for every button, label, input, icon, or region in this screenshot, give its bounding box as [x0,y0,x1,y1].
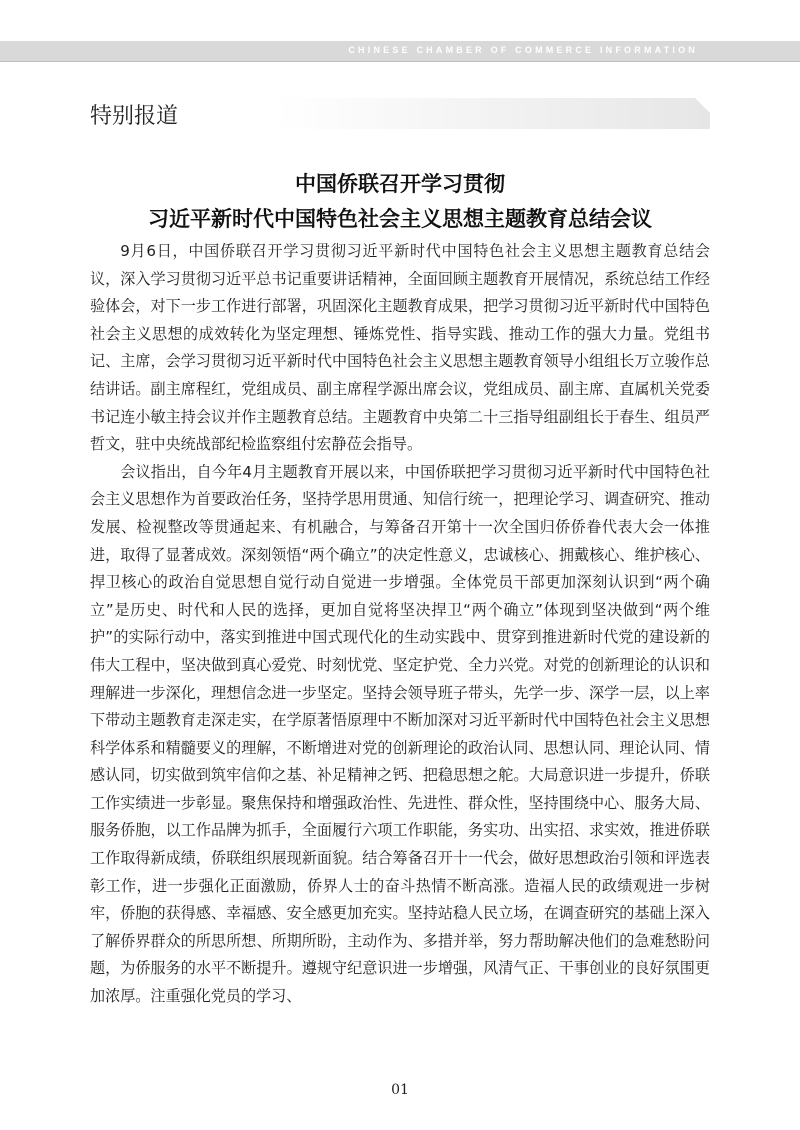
article-title-line1: 中国侨联召开学习贯彻 [295,172,505,196]
paragraph: 9月6日，中国侨联召开学习贯彻习近平新时代中国特色社会主义思想主题教育总结会议，深入学习贯彻习近平总书记重要讲话精神，全面回顾主题教育开展情况，系统总结工作经验体会，对下一步工作进行部署，巩固深化主题教育成果，把学习贯彻习近平新时代中国特色社会主义思想的成效转化为坚定理想、锤炼党性、指导实践、推动工作的强大力量。党组书记、主席，会学习贯彻习近平新时代中国特色社会主义思想主题教育领导小组组长万立骏作总结讲话。副主席程红，党组成员、副主席程学源出席会议，党组成员、副主席、直属机关党委书记连小敏主持会议并作主题教育总结。主题教育中央第二十三指导组副组长于春生、组员严哲文，驻中央统战部纪检监察组付宏静莅会指导。 [90,242,710,454]
publication-name: CHINESE CHAMBER OF COMMERCE INFORMATION [348,45,698,55]
page-number: 01 [391,1082,409,1098]
section-corner-notch [695,98,710,113]
header-band [0,41,800,62]
header-rule [0,61,800,62]
section-header [90,98,710,129]
paragraph: 会议指出，自今年4月主题教育开展以来，中国侨联把学习贯彻习近平新时代中国特色社会主义思想作为首要政治任务，坚持学思用贯通、知信行统一，把理论学习、调查研究、推动发展、检视整改等贯通起来、有机融合，与筹备召开第十一次全国归侨侨眷代表大会一体推进，取得了显著成效。深刻领悟“两个确立”的决定性意义，忠诚核心、拥戴核心、维护核心、捍卫核心的政治自觉思想自觉行动自觉进一步增强。全体党员干部更加深刻认识到“两个确立”是历史、时代和人民的选择，更加自觉将坚决捍卫“两个确立”体现到坚决做到“两个维护”的实际行动中，落实到推进中国式现代化的生动实践中、贯穿到推进新时代党的建设新的伟大工程中，坚决做到真心爱党、时刻忧党、坚定护党、全力兴党。对党的创新理论的认识和理解进一步深化，理想信念进一步坚定。坚持会领导班子带头，先学一步、深学一层，以上率下带动主题教育走深走实，在学原著悟原理中不断加深对习近平新时代中国特色社会主义思想科学体系和精髓要义的理解，不断增进对党的创新理论的政治认同、思想认同、理论认同、情感认同，切实做到筑牢信仰之基、补足精神之钙、把稳思想之舵。大局意识进一步提升，侨联工作实绩进一步彰显。聚焦保持和增强政治性、先进性、群众性，坚持围绕中心、服务大局、服务侨胞，以工作品牌为抓手，全面履行六项工作职能，务实功、出实招、求实效，推进侨联工作取得新成绩，侨联组织展现新面貌。结合筹备召开十一代会，做好思想政治引领和评选表彰工作，进一步强化正面激励，侨界人士的奋斗热情不断高涨。造福人民的政绩观进一步树牢，侨胞的获得感、幸福感、安全感更加充实。坚持站稳人民立场，在调查研究的基础上深入了解侨界群众的所思所想、所期所盼，主动作为、多措并举，努力帮助解决他们的急难愁盼问题，为侨服务的水平不断提升。遵规守纪意识进一步增强，风清气正、干事创业的良好氛围更加浓厚。注重强化党员的学习、 [90,462,710,1006]
article-title-line2: 习近平新时代中国特色社会主义思想主题教育总结会议 [148,207,652,231]
section-title: 特别报道 [90,104,179,129]
article-body [90,238,710,1011]
